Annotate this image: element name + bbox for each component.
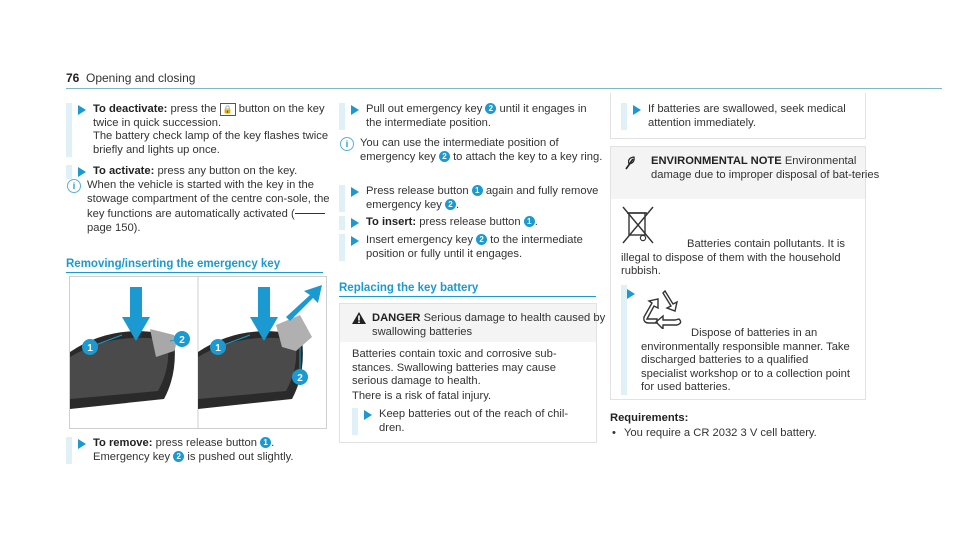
callout-1-badge: 1 bbox=[524, 216, 535, 227]
arrow-icon bbox=[78, 439, 86, 449]
bullet: • bbox=[612, 426, 616, 439]
info-icon: i bbox=[67, 179, 81, 193]
env-heading bbox=[621, 155, 887, 182]
step-remove bbox=[66, 437, 329, 464]
arrow-icon bbox=[351, 236, 359, 246]
swallowed-text: If batteries are swallowed, seek medical attention immediately. bbox=[648, 103, 846, 129]
pull-text-b: until it engages in the intermediate position. bbox=[366, 103, 587, 129]
remove-text: press release button bbox=[152, 437, 261, 449]
arrow-icon bbox=[351, 105, 359, 115]
insert2-text: Insert emergency key bbox=[366, 234, 477, 246]
step-insert-emergency-key bbox=[339, 234, 602, 261]
danger-paragraph-2: There is a risk of fatal injury. bbox=[352, 390, 492, 402]
danger-heading bbox=[352, 312, 606, 339]
arrow-icon bbox=[364, 410, 372, 420]
callout-2-badge: 2 bbox=[173, 451, 184, 462]
lock-icon: 🔒 bbox=[220, 103, 236, 116]
arrow-icon bbox=[351, 187, 359, 197]
remove-text-b: . Emergency key bbox=[93, 437, 275, 463]
swallowed-box bbox=[610, 93, 866, 139]
page-ref-arrow-icon bbox=[295, 206, 325, 214]
arrow-icon bbox=[78, 105, 86, 115]
section-divider bbox=[339, 296, 596, 297]
requirement-text: You require a CR 2032 3 V cell battery. bbox=[624, 426, 817, 439]
key-drawing bbox=[70, 277, 326, 428]
insert-label: To insert: bbox=[366, 216, 417, 228]
step-deactivate bbox=[66, 103, 329, 157]
warning-triangle-icon bbox=[352, 312, 366, 329]
requirements-label: Requirements: bbox=[610, 412, 689, 424]
info-note-2 bbox=[339, 137, 617, 164]
arrow-icon bbox=[78, 167, 86, 177]
press-text-c: . bbox=[455, 198, 460, 211]
svg-text:1: 1 bbox=[215, 343, 221, 354]
deactivate-label: To deactivate: bbox=[93, 103, 168, 115]
deactivate-text: press the bbox=[167, 103, 220, 115]
insert-text: press release button bbox=[416, 216, 524, 228]
info1-text: When the vehicle is started with the key in the stowage compartment of the centre con-sole, the key functions are automatically activated ( bbox=[87, 179, 330, 221]
insert-text-b: . bbox=[534, 216, 538, 228]
danger-paragraph-1: Batteries contain toxic and corrosive sub-stances. Swallowing batteries may cause serious damage to health. bbox=[352, 348, 557, 388]
env-label: ENVIRONMENTAL NOTE bbox=[651, 155, 782, 167]
callout-1-badge: 1 bbox=[472, 185, 483, 196]
danger-step bbox=[352, 408, 579, 435]
svg-text:2: 2 bbox=[179, 335, 185, 346]
arrow-icon bbox=[633, 105, 641, 115]
page-number: 76 bbox=[66, 71, 80, 85]
danger-title: Serious damage to health caused by swallowing batteries bbox=[372, 312, 606, 338]
svg-text:2: 2 bbox=[297, 373, 303, 384]
requirement-item bbox=[610, 427, 866, 441]
callout-2-badge: 2 bbox=[485, 103, 496, 114]
press-text-b: again and fully remove emergency key bbox=[366, 185, 599, 211]
environmental-note-box bbox=[610, 146, 880, 400]
svg-text:1: 1 bbox=[87, 343, 93, 354]
info-icon: i bbox=[340, 137, 354, 151]
section-title-key-battery: Replacing the key battery bbox=[339, 282, 479, 294]
emergency-key-illustration bbox=[69, 276, 327, 429]
danger-label: DANGER bbox=[372, 312, 421, 324]
danger-box bbox=[339, 303, 606, 443]
deactivate-text-b: button on the key twice in quick succession. bbox=[93, 103, 325, 129]
arrow-icon bbox=[627, 289, 635, 299]
pull-text: Pull out emergency key bbox=[366, 103, 486, 115]
callout-2-badge: 2 bbox=[439, 151, 450, 162]
callout-1-badge: 1 bbox=[260, 437, 271, 448]
danger-step-text: Keep batteries out of the reach of chil-dren. bbox=[379, 408, 569, 434]
step-insert bbox=[339, 216, 602, 230]
requirements bbox=[610, 412, 866, 440]
deactivate-text-c: The battery check lamp of the key flashes twice briefly and lights up once. bbox=[93, 130, 329, 156]
info2-text-b: to attach the key to a key ring. bbox=[449, 150, 603, 163]
callout-2-badge: 2 bbox=[476, 234, 487, 245]
environment-leaf-icon bbox=[623, 155, 639, 176]
step-activate bbox=[66, 165, 329, 179]
step-press-release bbox=[339, 185, 602, 212]
activate-text: press any button on the key. bbox=[154, 165, 298, 177]
insert2-text-b: to the intermediate position or fully until it engages. bbox=[366, 234, 583, 260]
press-text: Press release button bbox=[366, 185, 472, 197]
env-paragraph-2: Dispose of batteries in an environmentally responsible manner. Take discharged batteries to a qualified specialist workshop or to a collection point for used batteries. bbox=[641, 327, 850, 394]
step-swallowed bbox=[621, 103, 858, 130]
callout-2-badge: 2 bbox=[445, 199, 456, 210]
header-divider bbox=[66, 88, 942, 89]
section-title-emergency-key: Removing/inserting the emergency key bbox=[66, 258, 281, 270]
info1-ref[interactable]: page 150). bbox=[87, 221, 141, 234]
env-title: Environmental damage due to improper disposal of bat-teries bbox=[651, 155, 880, 181]
env-step-bar bbox=[621, 285, 637, 395]
activate-label: To activate: bbox=[93, 165, 155, 177]
remove-label: To remove: bbox=[93, 437, 153, 449]
page-title: Opening and closing bbox=[86, 71, 196, 85]
remove-text-c: is pushed out slightly. bbox=[184, 450, 294, 463]
env-paragraph-1: Batteries contain pollutants. It is illegal to dispose of them with the household rubbish. bbox=[621, 238, 845, 278]
section-divider bbox=[66, 272, 323, 273]
arrow-icon bbox=[351, 218, 359, 228]
step-pull-out bbox=[339, 103, 602, 130]
info2-text: You can use the intermediate position of emergency key bbox=[360, 137, 559, 163]
info-note-1 bbox=[66, 179, 344, 235]
